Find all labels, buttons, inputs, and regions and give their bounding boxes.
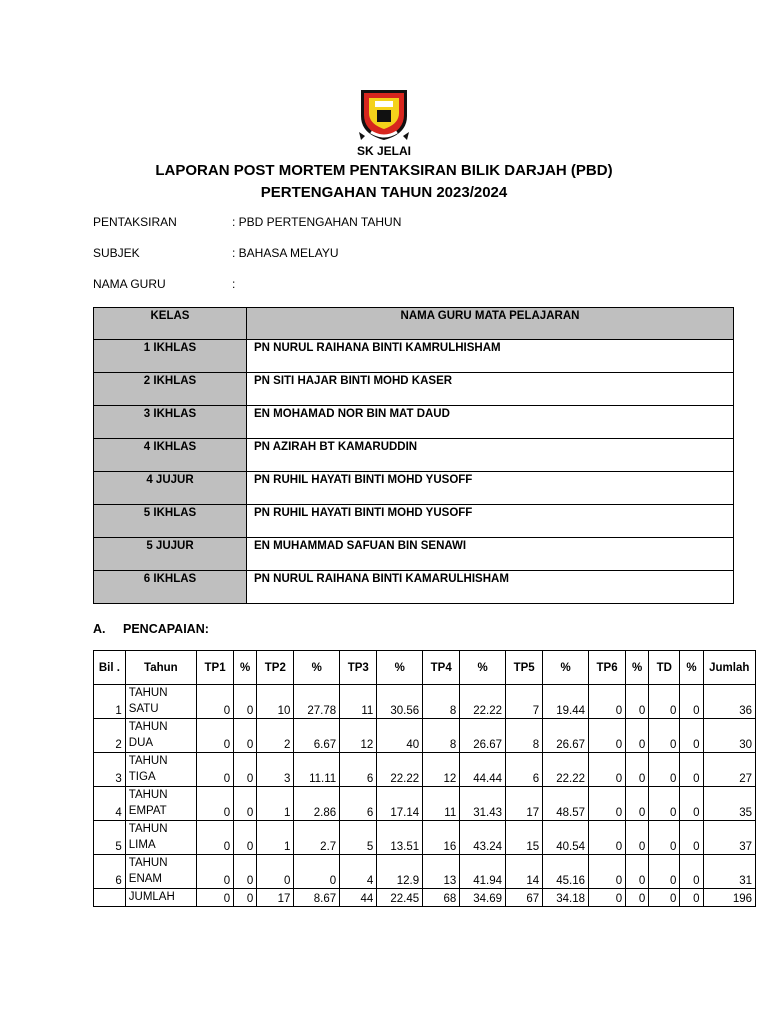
bil-cell: 5 <box>94 821 126 855</box>
value-cell: 1 <box>257 787 294 821</box>
value-cell: 13 <box>423 855 460 889</box>
value-cell: 22.22 <box>460 685 506 719</box>
tahun-line: TIGA <box>128 771 156 783</box>
tahun-line: LIMA <box>128 839 156 851</box>
total-value-cell: 34.69 <box>460 889 506 907</box>
value-cell: 8 <box>423 685 460 719</box>
value-cell: 0 <box>626 787 649 821</box>
value-cell: 0 <box>680 685 703 719</box>
tahun-line: EMPAT <box>128 805 167 817</box>
table-row <box>94 821 756 855</box>
value-cell: 0 <box>588 685 625 719</box>
value-cell: 0 <box>649 855 680 889</box>
column-header: % <box>234 651 257 685</box>
value-cell: 31 <box>703 855 755 889</box>
total-value-cell: 44 <box>340 889 377 907</box>
total-value-cell: 0 <box>234 889 257 907</box>
value-cell: 22.22 <box>377 753 423 787</box>
value-cell: 0 <box>196 685 233 719</box>
value-cell: 2.86 <box>294 787 340 821</box>
tahun-cell <box>125 787 196 821</box>
total-value-cell: 8.67 <box>294 889 340 907</box>
value-cell: 12.9 <box>377 855 423 889</box>
value-cell: 14 <box>506 855 543 889</box>
tahun-line: TAHUN <box>128 755 168 767</box>
value-cell: 0 <box>294 855 340 889</box>
bil-cell: 4 <box>94 787 126 821</box>
value-cell: 0 <box>196 719 233 753</box>
value-cell: 0 <box>588 855 625 889</box>
column-header: Bil . <box>94 651 126 685</box>
column-header: % <box>294 651 340 685</box>
value-cell: 6 <box>340 787 377 821</box>
value-cell: 19.44 <box>543 685 589 719</box>
value-cell: 26.67 <box>543 719 589 753</box>
value-cell: 0 <box>588 719 625 753</box>
value-cell: 0 <box>234 855 257 889</box>
section-title: PENCAPAIAN: <box>123 622 209 636</box>
total-value-cell: 17 <box>257 889 294 907</box>
meta-label: SUBJEK <box>93 246 140 260</box>
report-title: LAPORAN POST MORTEM PENTAKSIRAN BILIK DARJAH (PBD) <box>155 162 613 179</box>
value-cell: 31.43 <box>460 787 506 821</box>
kelas-cell: 5 IKHLAS <box>94 505 247 538</box>
value-cell: 6 <box>340 753 377 787</box>
value-cell: 45.16 <box>543 855 589 889</box>
column-header: TD <box>649 651 680 685</box>
meta-value: : <box>232 277 236 291</box>
kelas-cell: 5 JUJUR <box>94 538 247 571</box>
value-cell: 0 <box>680 719 703 753</box>
column-header: % <box>680 651 703 685</box>
value-cell: 0 <box>680 855 703 889</box>
kelas-cell: 6 IKHLAS <box>94 571 247 604</box>
value-cell: 0 <box>234 787 257 821</box>
tahun-line: TAHUN <box>128 823 168 835</box>
bil-cell: 6 <box>94 855 126 889</box>
value-cell: 6.67 <box>294 719 340 753</box>
section-a-heading <box>93 622 209 636</box>
value-cell: 0 <box>588 753 625 787</box>
table-row <box>94 855 756 889</box>
teacher-table-row <box>94 373 734 406</box>
value-cell: 11 <box>423 787 460 821</box>
meta-value: : PBD PERTENGAHAN TAHUN <box>232 215 402 229</box>
value-cell: 0 <box>649 685 680 719</box>
guru-cell: EN MOHAMAD NOR BIN MAT DAUD <box>247 406 734 439</box>
column-header: TP1 <box>196 651 233 685</box>
value-cell: 5 <box>340 821 377 855</box>
column-header: TP5 <box>506 651 543 685</box>
table-row <box>94 753 756 787</box>
value-cell: 0 <box>196 753 233 787</box>
value-cell: 43.24 <box>460 821 506 855</box>
kelas-cell: 2 IKHLAS <box>94 373 247 406</box>
value-cell: 11 <box>340 685 377 719</box>
total-value-cell: 0 <box>626 889 649 907</box>
value-cell: 44.44 <box>460 753 506 787</box>
value-cell: 37 <box>703 821 755 855</box>
value-cell: 15 <box>506 821 543 855</box>
value-cell: 11.11 <box>294 753 340 787</box>
school-name: SK JELAI <box>356 144 411 158</box>
total-value-cell: 0 <box>649 889 680 907</box>
total-label: JUMLAH <box>125 889 196 907</box>
teacher-table-row <box>94 406 734 439</box>
tahun-cell <box>125 753 196 787</box>
tahun-line: ENAM <box>128 873 163 885</box>
guru-cell: EN MUHAMMAD SAFUAN BIN SENAWI <box>247 538 734 571</box>
value-cell: 0 <box>649 753 680 787</box>
value-cell: 35 <box>703 787 755 821</box>
tahun-line: TAHUN <box>128 721 168 733</box>
total-value-cell: 0 <box>680 889 703 907</box>
value-cell: 2 <box>257 719 294 753</box>
total-value-cell: 0 <box>196 889 233 907</box>
value-cell: 8 <box>506 719 543 753</box>
value-cell: 17 <box>506 787 543 821</box>
value-cell: 30 <box>703 719 755 753</box>
value-cell: 3 <box>257 753 294 787</box>
header-kelas: KELAS <box>94 308 247 340</box>
value-cell: 27 <box>703 753 755 787</box>
tahun-line: DUA <box>128 737 154 749</box>
column-header: TP6 <box>588 651 625 685</box>
bil-cell: 1 <box>94 685 126 719</box>
column-header: % <box>460 651 506 685</box>
value-cell: 0 <box>196 821 233 855</box>
school-crest-logo <box>357 86 411 142</box>
header-nama-guru: NAMA GURU MATA PELAJARAN <box>247 308 734 340</box>
value-cell: 7 <box>506 685 543 719</box>
teacher-table-row <box>94 571 734 604</box>
value-cell: 0 <box>626 685 649 719</box>
value-cell: 12 <box>340 719 377 753</box>
column-header: TP3 <box>340 651 377 685</box>
table-row <box>94 719 756 753</box>
value-cell: 27.78 <box>294 685 340 719</box>
meta-label: PENTAKSIRAN <box>93 215 177 229</box>
value-cell: 0 <box>680 821 703 855</box>
value-cell: 41.94 <box>460 855 506 889</box>
value-cell: 12 <box>423 753 460 787</box>
tahun-cell <box>125 821 196 855</box>
total-value-cell: 68 <box>423 889 460 907</box>
total-row <box>94 889 756 907</box>
teacher-table <box>93 307 734 604</box>
value-cell: 40 <box>377 719 423 753</box>
value-cell: 0 <box>234 719 257 753</box>
guru-cell: PN RUHIL HAYATI BINTI MOHD YUSOFF <box>247 472 734 505</box>
kelas-cell: 1 IKHLAS <box>94 340 247 373</box>
teacher-table-row <box>94 472 734 505</box>
guru-cell: PN NURUL RAIHANA BINTI KAMRULHISHAM <box>247 340 734 373</box>
tahun-line: TAHUN <box>128 857 168 869</box>
bil-cell <box>94 889 126 907</box>
teacher-table-row <box>94 439 734 472</box>
guru-cell: PN SITI HAJAR BINTI MOHD KASER <box>247 373 734 406</box>
column-header: % <box>377 651 423 685</box>
value-cell: 16 <box>423 821 460 855</box>
kelas-cell: 4 JUJUR <box>94 472 247 505</box>
total-value-cell: 22.45 <box>377 889 423 907</box>
value-cell: 10 <box>257 685 294 719</box>
bil-cell: 2 <box>94 719 126 753</box>
value-cell: 17.14 <box>377 787 423 821</box>
value-cell: 0 <box>649 821 680 855</box>
value-cell: 0 <box>626 753 649 787</box>
value-cell: 0 <box>588 787 625 821</box>
table-row <box>94 685 756 719</box>
tahun-cell <box>125 855 196 889</box>
teacher-table-row <box>94 505 734 538</box>
column-header: TP2 <box>257 651 294 685</box>
tahun-line: TAHUN <box>128 687 168 699</box>
total-value-cell: 0 <box>588 889 625 907</box>
value-cell: 0 <box>257 855 294 889</box>
value-cell: 0 <box>196 787 233 821</box>
column-header: % <box>543 651 589 685</box>
tahun-cell <box>125 685 196 719</box>
column-header: Tahun <box>125 651 196 685</box>
section-number: A. <box>93 622 106 636</box>
achievement-table <box>93 650 756 907</box>
kelas-cell: 3 IKHLAS <box>94 406 247 439</box>
value-cell: 0 <box>649 787 680 821</box>
column-header: % <box>626 651 649 685</box>
value-cell: 0 <box>680 753 703 787</box>
tahun-line: SATU <box>128 703 159 715</box>
value-cell: 0 <box>234 821 257 855</box>
guru-cell: PN NURUL RAIHANA BINTI KAMARULHISHAM <box>247 571 734 604</box>
value-cell: 48.57 <box>543 787 589 821</box>
meta-value: : BAHASA MELAYU <box>232 246 339 260</box>
value-cell: 40.54 <box>543 821 589 855</box>
value-cell: 6 <box>506 753 543 787</box>
kelas-cell: 4 IKHLAS <box>94 439 247 472</box>
total-value-cell: 34.18 <box>543 889 589 907</box>
total-value-cell: 196 <box>703 889 755 907</box>
value-cell: 0 <box>649 719 680 753</box>
value-cell: 1 <box>257 821 294 855</box>
table-row <box>94 787 756 821</box>
value-cell: 0 <box>196 855 233 889</box>
value-cell: 2.7 <box>294 821 340 855</box>
guru-cell: PN AZIRAH BT KAMARUDDIN <box>247 439 734 472</box>
value-cell: 0 <box>234 753 257 787</box>
teacher-table-header <box>94 308 734 340</box>
column-header: TP4 <box>423 651 460 685</box>
tahun-cell <box>125 719 196 753</box>
value-cell: 4 <box>340 855 377 889</box>
value-cell: 0 <box>588 821 625 855</box>
guru-cell: PN RUHIL HAYATI BINTI MOHD YUSOFF <box>247 505 734 538</box>
value-cell: 22.22 <box>543 753 589 787</box>
value-cell: 0 <box>626 719 649 753</box>
value-cell: 36 <box>703 685 755 719</box>
meta-label: NAMA GURU <box>93 277 166 291</box>
bil-cell: 3 <box>94 753 126 787</box>
value-cell: 0 <box>626 855 649 889</box>
value-cell: 0 <box>234 685 257 719</box>
total-value-cell: 67 <box>506 889 543 907</box>
value-cell: 13.51 <box>377 821 423 855</box>
achievement-table-header <box>94 651 756 685</box>
value-cell: 0 <box>626 821 649 855</box>
value-cell: 30.56 <box>377 685 423 719</box>
value-cell: 26.67 <box>460 719 506 753</box>
value-cell: 0 <box>680 787 703 821</box>
teacher-table-row <box>94 538 734 571</box>
tahun-line: TAHUN <box>128 789 168 801</box>
report-subtitle: PERTENGAHAN TAHUN 2023/2024 <box>260 184 508 201</box>
column-header: Jumlah <box>703 651 755 685</box>
teacher-table-row <box>94 340 734 373</box>
value-cell: 8 <box>423 719 460 753</box>
